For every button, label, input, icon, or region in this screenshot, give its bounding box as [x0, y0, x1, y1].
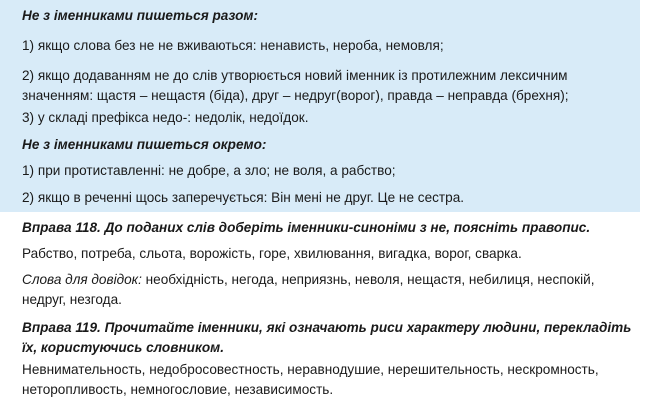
together-item-1: 1) якщо слова без не не вживаються: ненависть, нероба, немовля; — [0, 29, 640, 63]
together-item-3: 3) у складі префікса недо-: недолік, недоїдок. — [0, 106, 640, 132]
separate-heading: Не з іменниками пишеться окремо: — [0, 132, 640, 158]
exercise-119-title: Вправа 119. Прочитайте іменники, які означають риси характеру людини, перекладіть їх, користуючись словником. — [22, 320, 632, 355]
separate-item-2: 2) якщо в реченні щось заперечується: Він мені не друг. Це не сестра. — [0, 184, 640, 212]
exercise-119-words: Невнимательность, недобросовестность, неравнодушие, нерешительность, нескромность, неторопливость, немногословие, независимость. — [22, 362, 599, 397]
together-item-2: 2) якщо додаванням не до слів утворюється новий іменник із протилежним лексичним значенням: щастя – нещастя (біда), друг – недруг(ворог), правда – неправда (брехня); — [0, 63, 640, 106]
exercise-118-words: Рабство, потреба, сльота, ворожість, горе, хвилювання, вигадка, ворог, сварка. — [22, 246, 522, 261]
together-heading: Не з іменниками пишеться разом: — [0, 0, 640, 29]
separate-item-1: 1) при протиставленні: не добре, а зло; не воля, а рабство; — [0, 158, 640, 184]
help-words: необхідність, негода, неприязнь, неволя, нещастя, небилиця, неспокій, недруг, незгода. — [22, 272, 595, 307]
exercise-118-help — [0, 268, 640, 309]
exercise-118-title: Вправа 118. До поданих слів доберіть іменники-синоніми з не, поясніть правопис. — [22, 220, 591, 235]
help-label: Слова для довідок: — [22, 272, 142, 287]
